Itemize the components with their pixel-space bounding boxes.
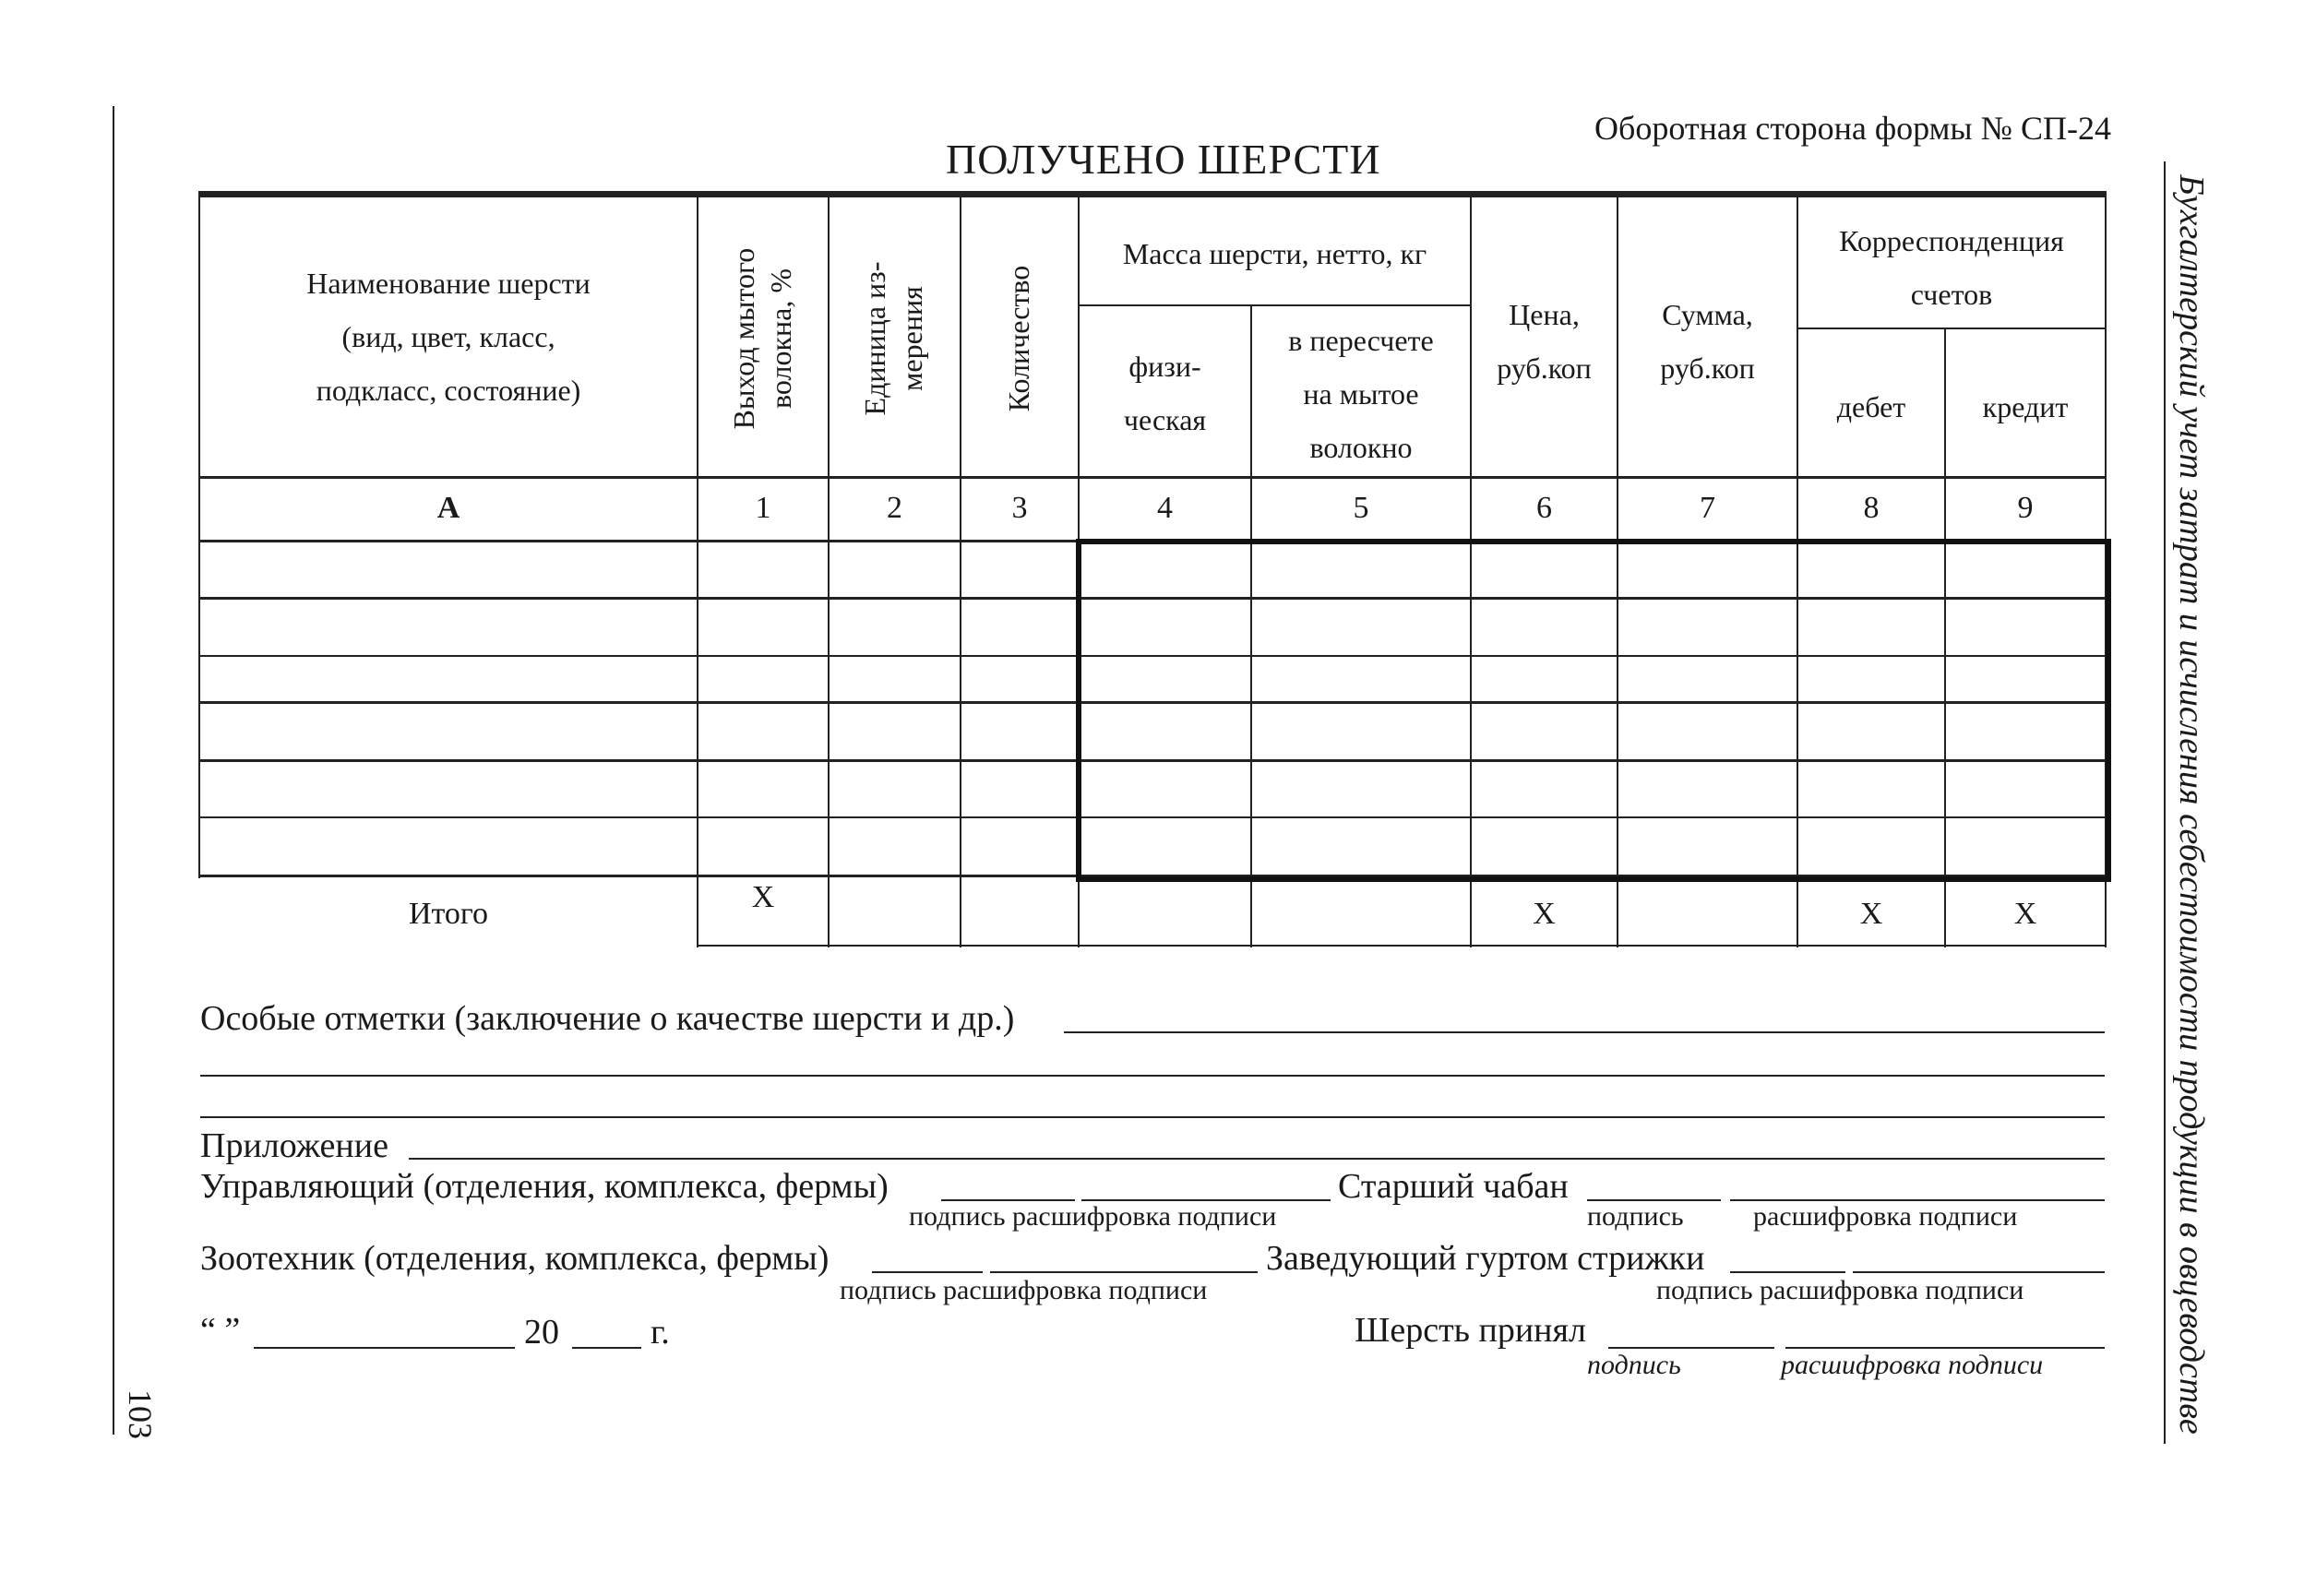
attachment-line [409, 1158, 2105, 1160]
date-year-prefix: 20 [524, 1313, 559, 1352]
total-label: Итого [408, 897, 489, 931]
total-mark: Х [1859, 897, 1883, 931]
side-running-title: Бухгалтерский учет затрат и исчисления себестоимости продукции в овцеводстве [2172, 174, 2211, 1435]
shepherd-cap-signature: подпись [1587, 1201, 1684, 1232]
col-7-header: Сумма, руб.коп [1660, 298, 1755, 385]
shepherd-cap-decode: расшифровка подписи [1753, 1201, 2018, 1232]
total-mark: Х [1533, 897, 1556, 931]
col-1-header: Выход мытого волокна, % [727, 247, 797, 430]
thick-frame [1076, 539, 2111, 882]
col-number: А [436, 491, 460, 525]
left-margin-line [113, 106, 114, 1435]
col-number: 2 [887, 491, 902, 525]
mass-group-header: Масса шерсти, нетто, кг [1122, 237, 1427, 270]
special-notes-line [200, 1075, 2105, 1077]
col-a-header: Наименование шерсти (вид, цвет, класс, подкласс, состояние) [306, 267, 591, 407]
special-notes-line [200, 1116, 2105, 1118]
zoo-caption: подпись расшифровка подписи [840, 1275, 1208, 1305]
col-number: 1 [755, 491, 771, 525]
attachment-label: Приложение [200, 1126, 388, 1165]
special-notes-label: Особые отметки (заключение о качестве шерсти и др.) [200, 999, 1015, 1038]
date-year-line [572, 1347, 641, 1349]
col-number: 5 [1353, 491, 1369, 525]
special-notes-line [1064, 1031, 2105, 1033]
corr-group-header: Корреспонденция счетов [1839, 224, 2064, 311]
date-day-month-line [254, 1347, 515, 1349]
date-quotes: “ ” [200, 1311, 241, 1350]
manager-label: Управляющий (отделения, комплекса, фермы) [200, 1167, 889, 1206]
zoo-decode-line [990, 1271, 1258, 1273]
right-margin-line [2164, 161, 2166, 1444]
total-mark: Х [751, 880, 775, 914]
col-4-header: физи- ческая [1123, 350, 1207, 436]
col-3-header: Количество [1002, 265, 1035, 412]
zoo-signature-line [872, 1271, 983, 1273]
col-number: 3 [1011, 491, 1028, 525]
received-cap-signature: подпись [1587, 1350, 1681, 1380]
date-g: г. [651, 1313, 670, 1352]
col-8-header: дебет [1836, 390, 1906, 423]
col-number: 6 [1536, 491, 1552, 525]
col-number: 8 [1863, 491, 1880, 525]
shearing-signature-line [1730, 1271, 1845, 1273]
shearing-caption: подпись расшифровка подписи [1656, 1275, 2024, 1305]
received-cap-decode: расшифровка подписи [1781, 1350, 2044, 1380]
manager-caption: подпись расшифровка подписи [909, 1201, 1277, 1232]
received-decode-line [1785, 1347, 2105, 1349]
received-signature-line [1608, 1347, 1774, 1349]
col-5-header: в пересчете на мытое волокно [1288, 324, 1434, 464]
shearing-head-label: Заведующий гуртом стрижки [1266, 1239, 1705, 1278]
col-number: 4 [1157, 491, 1173, 525]
col-2-header: Единица из- мерения [858, 261, 928, 416]
page-number: 103 [122, 1389, 159, 1439]
total-mark: Х [2013, 897, 2037, 931]
form-note: Оборотная сторона формы № СП-24 [1594, 110, 2111, 147]
zootechnician-label: Зоотехник (отделения, комплекса, фермы) [200, 1239, 830, 1278]
page-title: ПОЛУЧЕНО ШЕРСТИ [946, 136, 1381, 183]
col-number: 9 [2017, 491, 2034, 525]
wool-received-label: Шерсть принял [1355, 1311, 1586, 1350]
senior-shepherd-label: Старший чабан [1338, 1167, 1569, 1206]
col-9-header: кредит [1982, 390, 2069, 423]
col-6-header: Цена, руб.коп [1497, 298, 1592, 385]
shearing-decode-line [1853, 1271, 2105, 1273]
col-number: 7 [1700, 491, 1715, 525]
